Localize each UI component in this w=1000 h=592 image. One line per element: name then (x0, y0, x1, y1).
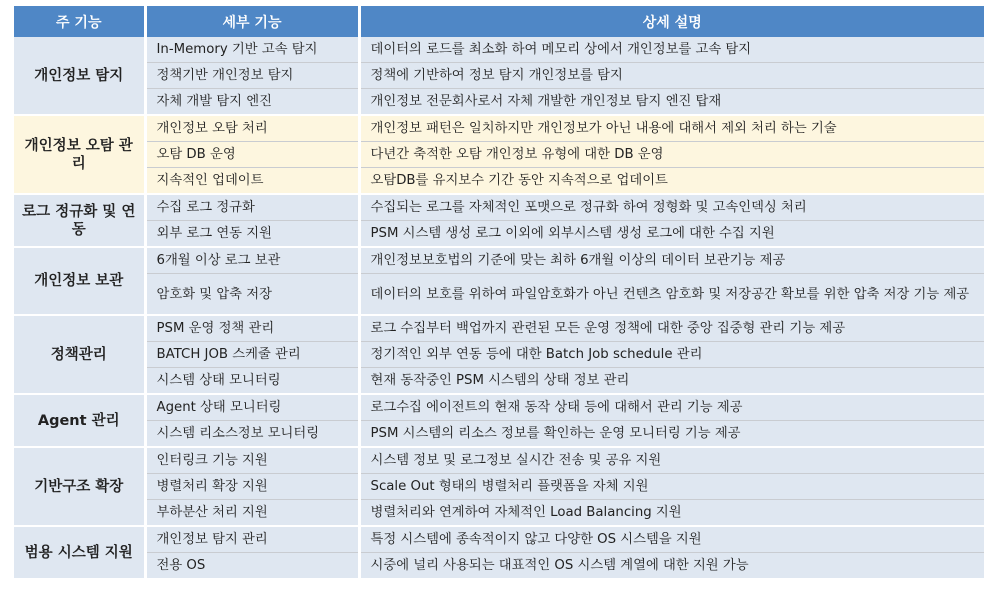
description-cell: Scale Out 형태의 병렬처리 플랫폼을 자체 지원 (359, 474, 984, 500)
feature-cell: 시스템 리소스정보 모니터링 (145, 421, 359, 448)
description-cell: PSM 시스템 생성 로그 이외에 외부시스템 생성 로그에 대한 수집 지원 (359, 221, 984, 248)
feature-cell: 암호화 및 압축 저장 (145, 274, 359, 316)
description-cell: 개인정보 패턴은 일치하지만 개인정보가 아닌 내용에 대해서 제외 처리 하는 기술 (359, 115, 984, 142)
feature-cell: 부하분산 처리 지원 (145, 500, 359, 527)
table-row (14, 526, 984, 553)
category-cell: 정책관리 (14, 315, 145, 394)
feature-cell: 인터링크 기능 지원 (145, 447, 359, 474)
feature-table (14, 6, 984, 580)
table-row (14, 142, 984, 168)
table-row (14, 194, 984, 221)
category-cell: 기반구조 확장 (14, 447, 145, 526)
description-cell: 정책에 기반하여 정보 탐지 개인정보를 탐지 (359, 63, 984, 89)
header-description: 상세 설명 (359, 6, 984, 37)
feature-cell: 시스템 상태 모니터링 (145, 368, 359, 395)
header-row (14, 6, 984, 37)
description-cell: 로그 수집부터 백업까지 관련된 모든 운영 정책에 대한 중앙 집중형 관리 기능 제공 (359, 315, 984, 342)
table-row (14, 500, 984, 527)
feature-cell: 오탐 DB 운영 (145, 142, 359, 168)
feature-cell: 개인정보 오탐 처리 (145, 115, 359, 142)
header-detail-function: 세부 기능 (145, 6, 359, 37)
table-row (14, 168, 984, 195)
feature-cell: In-Memory 기반 고속 탐지 (145, 37, 359, 63)
feature-cell: 개인정보 탐지 관리 (145, 526, 359, 553)
category-cell: 개인정보 탐지 (14, 37, 145, 115)
description-cell: 시중에 널리 사용되는 대표적인 OS 시스템 계열에 대한 지원 가능 (359, 553, 984, 580)
feature-cell: BATCH JOB 스케줄 관리 (145, 342, 359, 368)
feature-cell: 병렬처리 확장 지원 (145, 474, 359, 500)
feature-cell: 수집 로그 정규화 (145, 194, 359, 221)
description-cell: 개인정보 전문회사로서 자체 개발한 개인정보 탐지 엔진 탑재 (359, 89, 984, 116)
description-cell: 병렬처리와 연계하여 자체적인 Load Balancing 지원 (359, 500, 984, 527)
feature-cell: 외부 로그 연동 지원 (145, 221, 359, 248)
description-cell: 로그수집 에이전트의 현재 동작 상태 등에 대해서 관리 기능 제공 (359, 394, 984, 421)
feature-cell: 6개월 이상 로그 보관 (145, 247, 359, 274)
description-cell: 특정 시스템에 종속적이지 않고 다양한 OS 시스템을 지원 (359, 526, 984, 553)
description-cell: 오탐DB를 유지보수 기간 동안 지속적으로 업데이트 (359, 168, 984, 195)
description-cell: 현재 동작중인 PSM 시스템의 상태 정보 관리 (359, 368, 984, 395)
table-row (14, 315, 984, 342)
header-main-function: 주 기능 (14, 6, 145, 37)
table-row (14, 63, 984, 89)
feature-cell: 전용 OS (145, 553, 359, 580)
table-row (14, 421, 984, 448)
table-row (14, 368, 984, 395)
category-cell: Agent 관리 (14, 394, 145, 447)
description-cell: 수집되는 로그를 자체적인 포맷으로 정규화 하여 정형화 및 고속인덱싱 처리 (359, 194, 984, 221)
table-row (14, 394, 984, 421)
table-row (14, 474, 984, 500)
description-cell: 개인정보보호법의 기준에 맞는 최하 6개월 이상의 데이터 보관기능 제공 (359, 247, 984, 274)
table-row (14, 447, 984, 474)
feature-cell: 지속적인 업데이트 (145, 168, 359, 195)
category-cell: 개인정보 보관 (14, 247, 145, 315)
table-row (14, 247, 984, 274)
table-row (14, 221, 984, 248)
table-row (14, 274, 984, 316)
description-cell: 시스템 정보 및 로그정보 실시간 전송 및 공유 지원 (359, 447, 984, 474)
feature-cell: Agent 상태 모니터링 (145, 394, 359, 421)
description-cell: 다년간 축적한 오탐 개인정보 유형에 대한 DB 운영 (359, 142, 984, 168)
category-cell: 로그 정규화 및 연동 (14, 194, 145, 247)
table-row (14, 115, 984, 142)
table-row (14, 37, 984, 63)
table-row (14, 89, 984, 116)
description-cell: 정기적인 외부 연동 등에 대한 Batch Job schedule 관리 (359, 342, 984, 368)
feature-cell: PSM 운영 정책 관리 (145, 315, 359, 342)
description-cell: 데이터의 로드를 최소화 하여 메모리 상에서 개인정보를 고속 탐지 (359, 37, 984, 63)
feature-cell: 정책기반 개인정보 탐지 (145, 63, 359, 89)
description-cell: 데이터의 보호를 위하여 파일암호화가 아닌 컨텐츠 암호화 및 저장공간 확보를 위한 압축 저장 기능 제공 (359, 274, 984, 316)
category-cell: 범용 시스템 지원 (14, 526, 145, 579)
table-row (14, 553, 984, 580)
feature-cell: 자체 개발 탐지 엔진 (145, 89, 359, 116)
description-cell: PSM 시스템의 리소스 정보를 확인하는 운영 모니터링 기능 제공 (359, 421, 984, 448)
category-cell: 개인정보 오탐 관리 (14, 115, 145, 194)
table-row (14, 342, 984, 368)
